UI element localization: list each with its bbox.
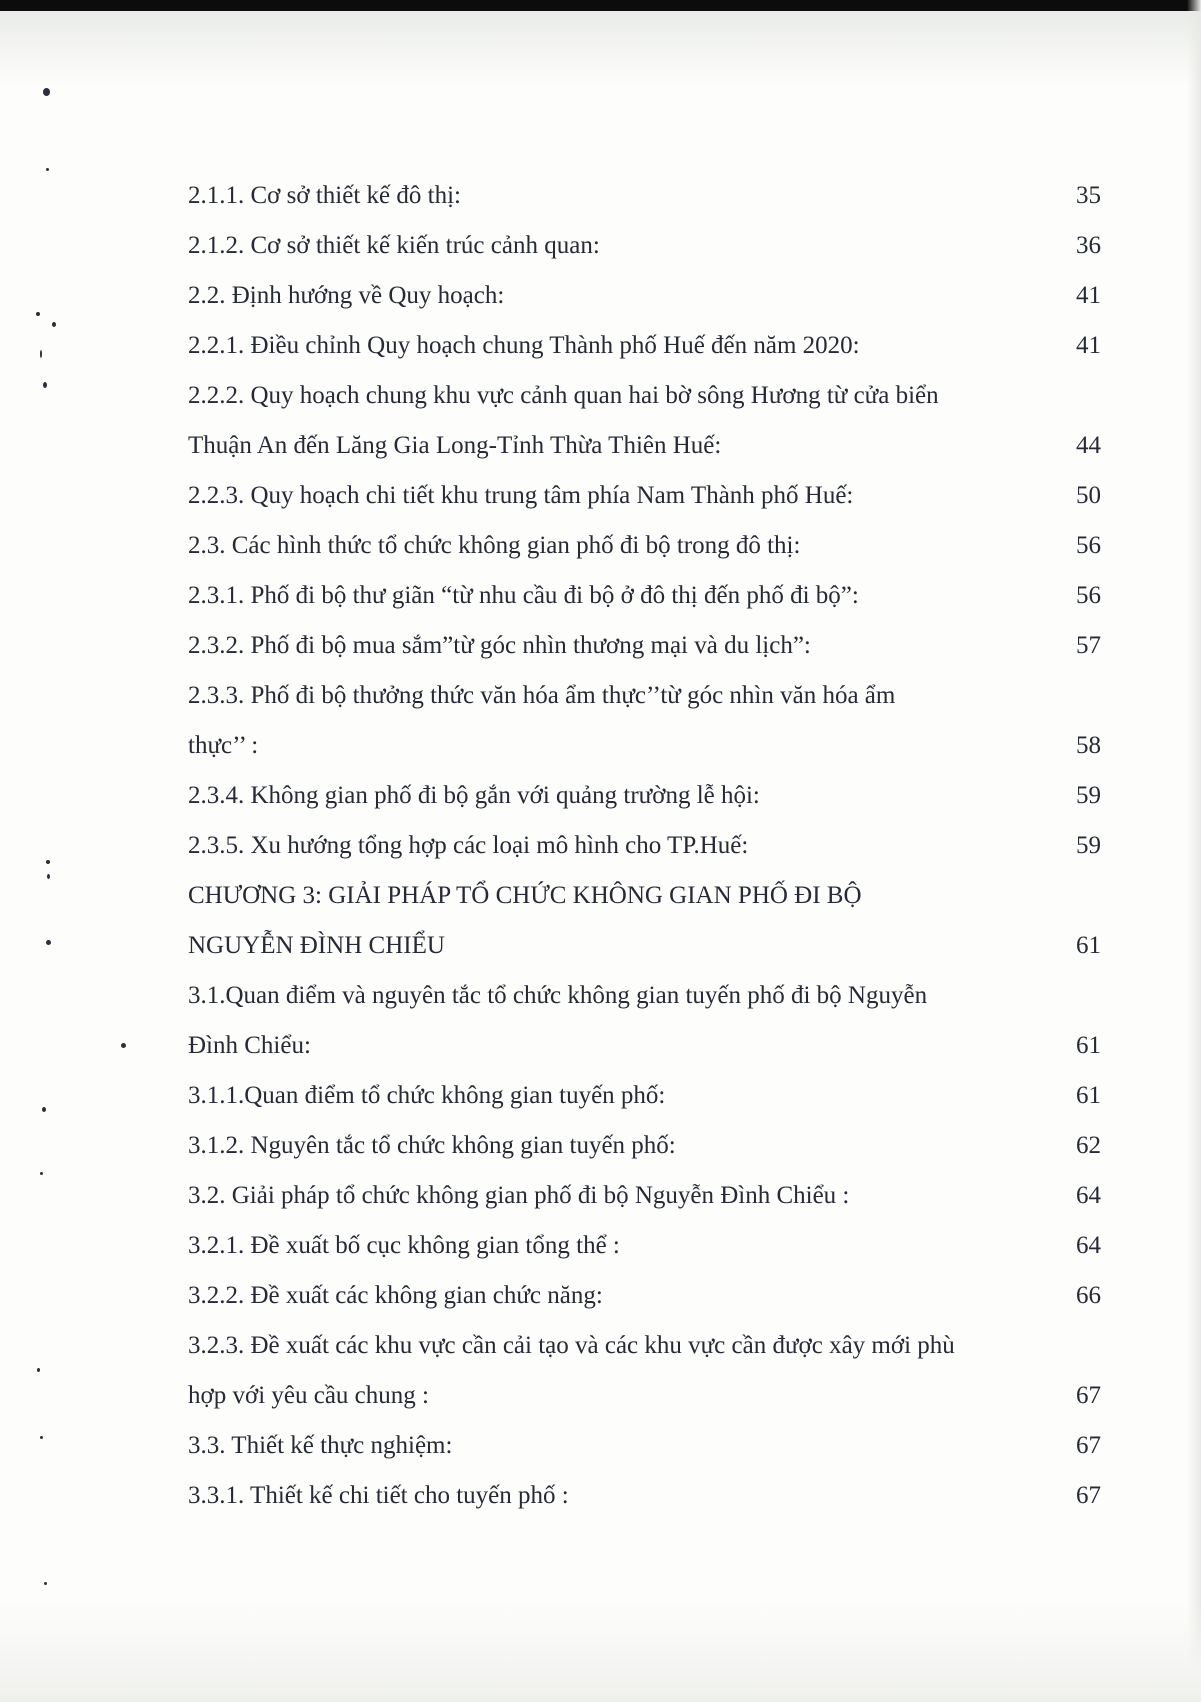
- toc-entry-title: 2.3.2. Phố đi bộ mua sắm”từ góc nhìn thương mại và du lịch”:: [188, 632, 811, 659]
- toc-entry: [188, 1376, 1101, 1426]
- scan-speck: [46, 860, 50, 864]
- toc-entry: [188, 1176, 1101, 1226]
- toc-entry-page-number: 59: [1076, 832, 1101, 859]
- toc-entry-title: 3.2.1. Đề xuất bố cục không gian tổng thể :: [188, 1232, 620, 1259]
- toc-entry-page-number: 67: [1076, 1382, 1101, 1409]
- toc-entry: [188, 1076, 1101, 1126]
- toc-entry: [188, 376, 1101, 426]
- toc-entry-page-number: 58: [1076, 732, 1101, 759]
- toc-entry: [188, 226, 1101, 276]
- toc-entry-title: CHƯƠNG 3: GIẢI PHÁP TỔ CHỨC KHÔNG GIAN PHỐ ĐI BỘ: [188, 882, 862, 909]
- toc-entry-page-number: 44: [1076, 432, 1101, 459]
- toc-entry: [188, 976, 1101, 1026]
- toc-entry-title: 3.2.2. Đề xuất các không gian chức năng:: [188, 1282, 603, 1309]
- toc-entry-title: Đình Chiểu:: [188, 1032, 311, 1059]
- toc-entry-title: hợp với yêu cầu chung :: [188, 1382, 429, 1409]
- toc-entry-page-number: 50: [1076, 482, 1101, 509]
- toc-entry: [188, 876, 1101, 926]
- toc-entry: [188, 826, 1101, 876]
- toc-entry-title: 2.2.1. Điều chỉnh Quy hoạch chung Thành phố Huế đến năm 2020:: [188, 332, 860, 359]
- toc-entry-title: 3.1.2. Nguyên tắc tổ chức không gian tuyến phố:: [188, 1132, 676, 1159]
- toc-entry-page-number: 66: [1076, 1282, 1101, 1309]
- toc-entry-title: 2.3.3. Phố đi bộ thưởng thức văn hóa ẩm thực’’từ góc nhìn văn hóa ẩm: [188, 682, 896, 709]
- toc-entry-title: thực’’ :: [188, 732, 259, 759]
- toc-entry-page-number: 64: [1076, 1182, 1101, 1209]
- scan-top-shadow: [0, 11, 1201, 86]
- scan-speck: [40, 1436, 43, 1439]
- toc-entry: [188, 276, 1101, 326]
- scan-speck: [43, 382, 47, 388]
- scan-speck: [43, 88, 50, 96]
- toc-entry: [188, 426, 1101, 476]
- scan-right-edge: [1187, 0, 1201, 1702]
- toc-entry-page-number: 67: [1076, 1482, 1101, 1509]
- toc-entry-page-number: 61: [1076, 1032, 1101, 1059]
- scan-speck: [46, 940, 51, 945]
- toc-entry-title: Thuận An đến Lăng Gia Long-Tỉnh Thừa Thiên Huế:: [188, 432, 722, 459]
- toc-entry-page-number: 59: [1076, 782, 1101, 809]
- toc-entry-title: 3.1.Quan điểm và nguyên tắc tổ chức không gian tuyến phố đi bộ Nguyễn: [188, 982, 928, 1009]
- toc-entry: [188, 926, 1101, 976]
- toc-entry-title: 2.2.2. Quy hoạch chung khu vực cảnh quan hai bờ sông Hương từ cửa biển: [188, 382, 939, 409]
- toc-entry-title: NGUYỄN ĐÌNH CHIỂU: [188, 932, 445, 959]
- toc-entry: [188, 1126, 1101, 1176]
- toc-entry-title: 3.2.3. Đề xuất các khu vực cần cải tạo và các khu vực cần được xây mới phù: [188, 1332, 955, 1359]
- toc-entry-title: 2.2.3. Quy hoạch chi tiết khu trung tâm phía Nam Thành phố Huế:: [188, 482, 854, 509]
- scan-speck: [42, 1107, 46, 1112]
- toc-entry: [188, 1226, 1101, 1276]
- toc-entry-title: 2.3.5. Xu hướng tổng hợp các loại mô hình cho TP.Huế:: [188, 832, 749, 859]
- toc-entry: [188, 1326, 1101, 1376]
- scan-speck: [47, 874, 50, 879]
- toc-entry: [188, 1276, 1101, 1326]
- toc-entry: [188, 1426, 1101, 1476]
- toc-entry: [188, 476, 1101, 526]
- toc-entry: [188, 1026, 1101, 1076]
- scan-speck: [40, 350, 42, 358]
- toc-entry-page-number: 41: [1076, 282, 1101, 309]
- toc-entry-title: 2.1.1. Cơ sở thiết kế đô thị:: [188, 182, 461, 209]
- toc-entry-title: 3.1.1.Quan điểm tổ chức không gian tuyến phố:: [188, 1082, 666, 1109]
- scan-speck: [44, 1582, 47, 1585]
- scan-speck: [36, 312, 40, 316]
- toc-entry-page-number: 56: [1076, 582, 1101, 609]
- toc-entry-title: 2.2. Định hướng về Quy hoạch:: [188, 282, 505, 309]
- toc-entry-title: 3.2. Giải pháp tổ chức không gian phố đi bộ Nguyễn Đình Chiểu :: [188, 1182, 850, 1209]
- toc-entry: [188, 726, 1101, 776]
- scan-speck: [121, 1043, 126, 1048]
- toc-entry-page-number: 41: [1076, 332, 1101, 359]
- toc-entry-page-number: 36: [1076, 232, 1101, 259]
- toc-entry-title: 2.3.4. Không gian phố đi bộ gắn với quảng trường lễ hội:: [188, 782, 760, 809]
- toc-entry-title: 2.3. Các hình thức tổ chức không gian phố đi bộ trong đô thị:: [188, 532, 801, 559]
- toc-entry-page-number: 57: [1076, 632, 1101, 659]
- toc-entry-title: 2.1.2. Cơ sở thiết kế kiến trúc cảnh quan:: [188, 232, 600, 259]
- scan-bottom-fade: [0, 1602, 1201, 1702]
- toc-entry: [188, 176, 1101, 226]
- toc-entry: [188, 326, 1101, 376]
- toc-entry: [188, 676, 1101, 726]
- toc-entry-page-number: 61: [1076, 932, 1101, 959]
- toc-entry: [188, 1476, 1101, 1526]
- toc-entry-page-number: 35: [1076, 182, 1101, 209]
- scan-speck: [52, 322, 56, 327]
- scan-speck: [40, 1172, 43, 1175]
- toc-entry-title: 3.3. Thiết kế thực nghiệm:: [188, 1432, 453, 1459]
- scan-speck: [46, 168, 49, 171]
- toc-entry: [188, 626, 1101, 676]
- toc-entry-page-number: 56: [1076, 532, 1101, 559]
- toc-entry: [188, 526, 1101, 576]
- scan-speck: [37, 1368, 40, 1372]
- toc-entry-title: 2.3.1. Phố đi bộ thư giãn “từ nhu cầu đi bộ ở đô thị đến phố đi bộ”:: [188, 582, 859, 609]
- toc-entry: [188, 776, 1101, 826]
- table-of-contents: [188, 176, 1101, 1526]
- toc-entry-page-number: 64: [1076, 1232, 1101, 1259]
- toc-entry-page-number: 62: [1076, 1132, 1101, 1159]
- toc-entry-page-number: 61: [1076, 1082, 1101, 1109]
- toc-entry: [188, 576, 1101, 626]
- toc-entry-page-number: 67: [1076, 1432, 1101, 1459]
- scan-top-edge: [0, 0, 1201, 11]
- toc-entry-title: 3.3.1. Thiết kế chi tiết cho tuyến phố :: [188, 1482, 569, 1509]
